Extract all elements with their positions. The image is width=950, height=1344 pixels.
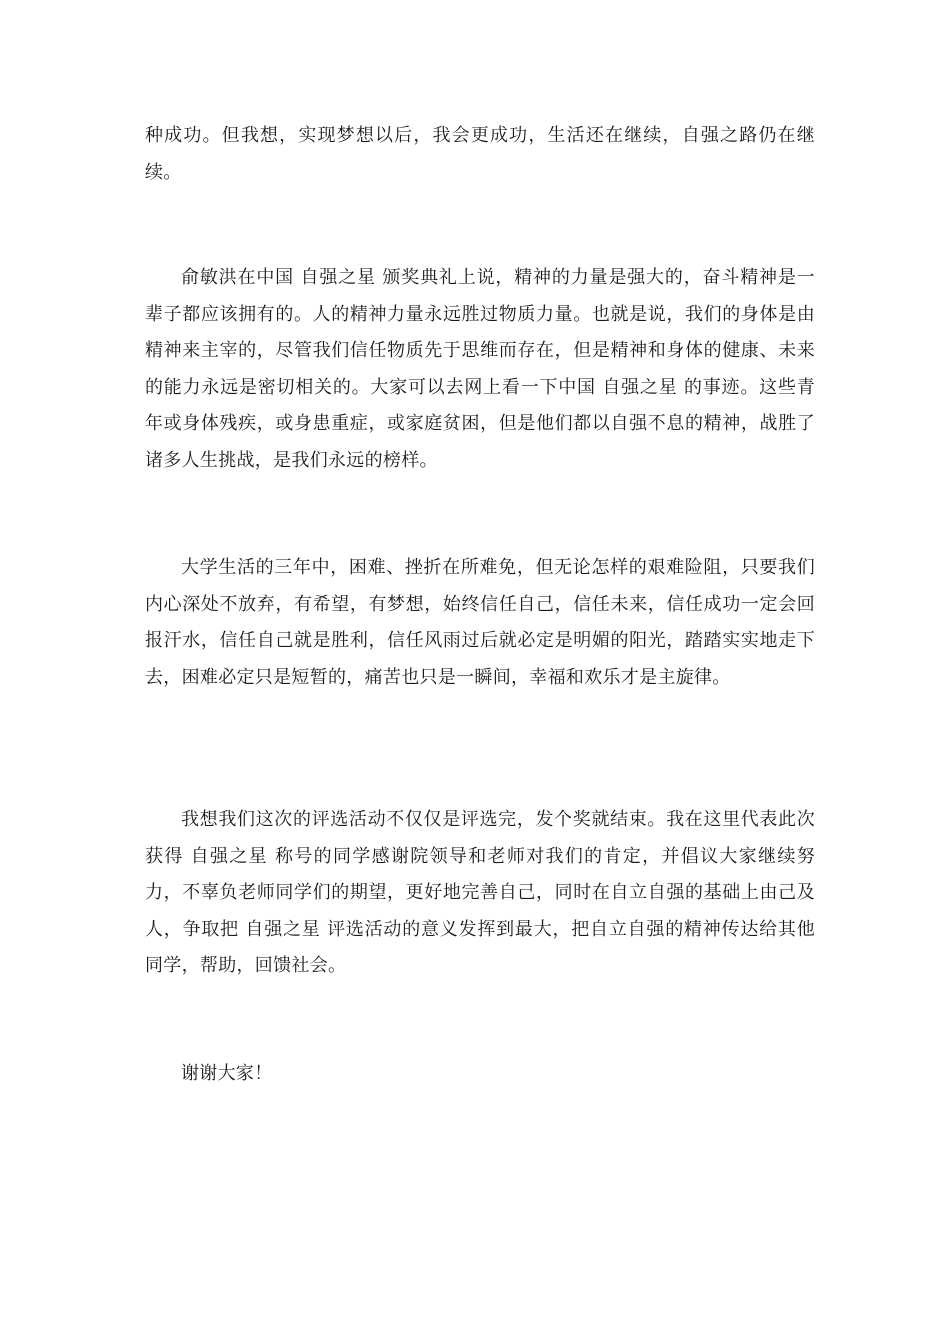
paragraph-thanks: 谢谢大家！ [181,1063,273,1084]
paragraph-college-life: 大学生活的三年中，困难、挫折在所难免，但无论怎样的艰难险阻，只要我们内心深处不放弃，有希望，有梦想，始终信任自己，信任未来，信任成功一定会回报汗水，信任自己就是胜利，信任风雨过后就必定是明媚的阳光，踏踏实实地走下去，困难必定只是短暂的，痛苦也只是一瞬间，幸福和欢乐才是主旋律。 [145,557,815,688]
paragraph-continuation: 种成功。但我想，实现梦想以后，我会更成功，生活还在继续，自强之路仍在继续。 [145,125,815,183]
paragraph-selection-activity: 我想我们这次的评选活动不仅仅是评选完，发个奖就结束。我在这里代表此次获得 自强之星 称号的同学感谢院领导和老师对我们的肯定，并倡议大家继续努力，不辜负老师同学们的期望，更好地完善自己，同时在自立自强的基础上由己及人，争取把 自强之星 评选活动的意义发挥到最大，把自立自强的精神传达给其他同学，帮助，回馈社会。 [145,809,815,976]
paragraph-yu-minhong: 俞敏洪在中国 自强之星 颁奖典礼上说，精神的力量是强大的，奋斗精神是一辈子都应该拥有的。人的精神力量永远胜过物质力量。也就是说，我们的身体是由精神来主宰的，尽管我们信任物质先于思维而存在，但是精神和身体的健康、未来的能力永远是密切相关的。大家可以去网上看一下中国 自强之星 的事迹。这些青年或身体残疾，或身患重症，或家庭贫困，但是他们都以自强不息的精神，战胜了诸多人生挑战，是我们永远的榜样。 [145,267,815,471]
